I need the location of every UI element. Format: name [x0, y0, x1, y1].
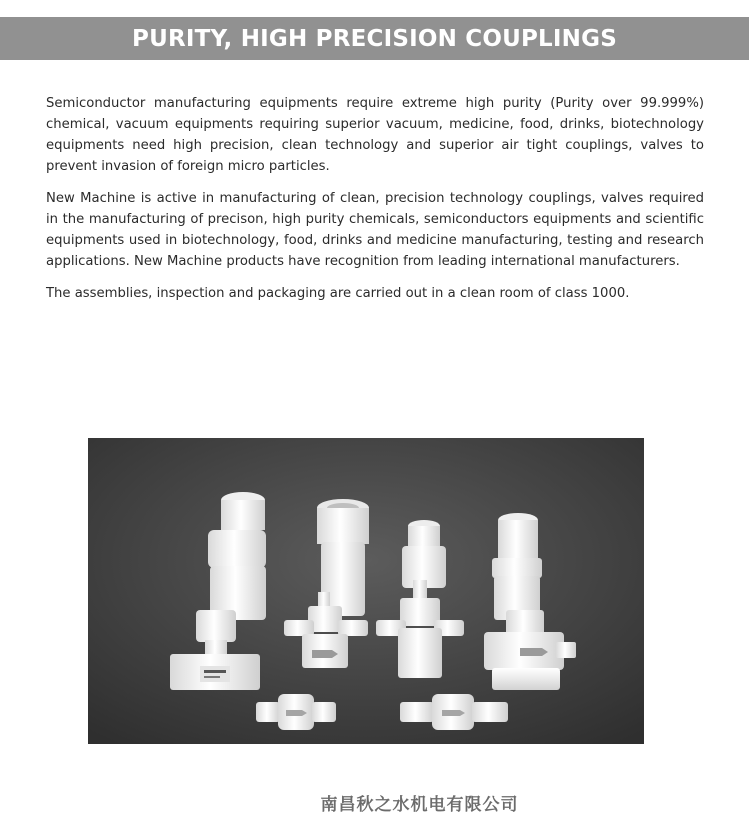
coupling-large-3: [492, 513, 542, 620]
company-name: 南昌秋之水机电有限公司: [320, 795, 519, 815]
title-banner: [0, 17, 749, 60]
paragraph-1: Semiconductor manufacturing equipments require extreme high purity (Purity over 99.999%) chemical, vacuum equipments requiring superior vacuum, medicine, food, drinks, biotechnology equipments need high precision, clean technology and superior air tight couplings, valves to prevent invasion of foreign micro particles.: [46, 96, 704, 174]
paragraph-2: New Machine is active in manufacturing of clean, precision technology couplings, valves required in the manufacturing of precison, high purity chemicals, semiconductors equipments and scientific equipments used in biotechnology, food, drinks and medicine manufacturing, testing and research applications. New Machine products have recognition from leading international manufacturers.: [46, 191, 704, 269]
paragraph-3: The assemblies, inspection and packaging are carried out in a clean room of class 1000.: [46, 286, 630, 301]
page-title: PURITY, HIGH PRECISION COUPLINGS: [132, 25, 617, 52]
product-photo: [88, 438, 644, 744]
coupling-medium: [402, 520, 446, 588]
couplings-illustration: [88, 438, 644, 744]
intro-text: [46, 93, 704, 315]
